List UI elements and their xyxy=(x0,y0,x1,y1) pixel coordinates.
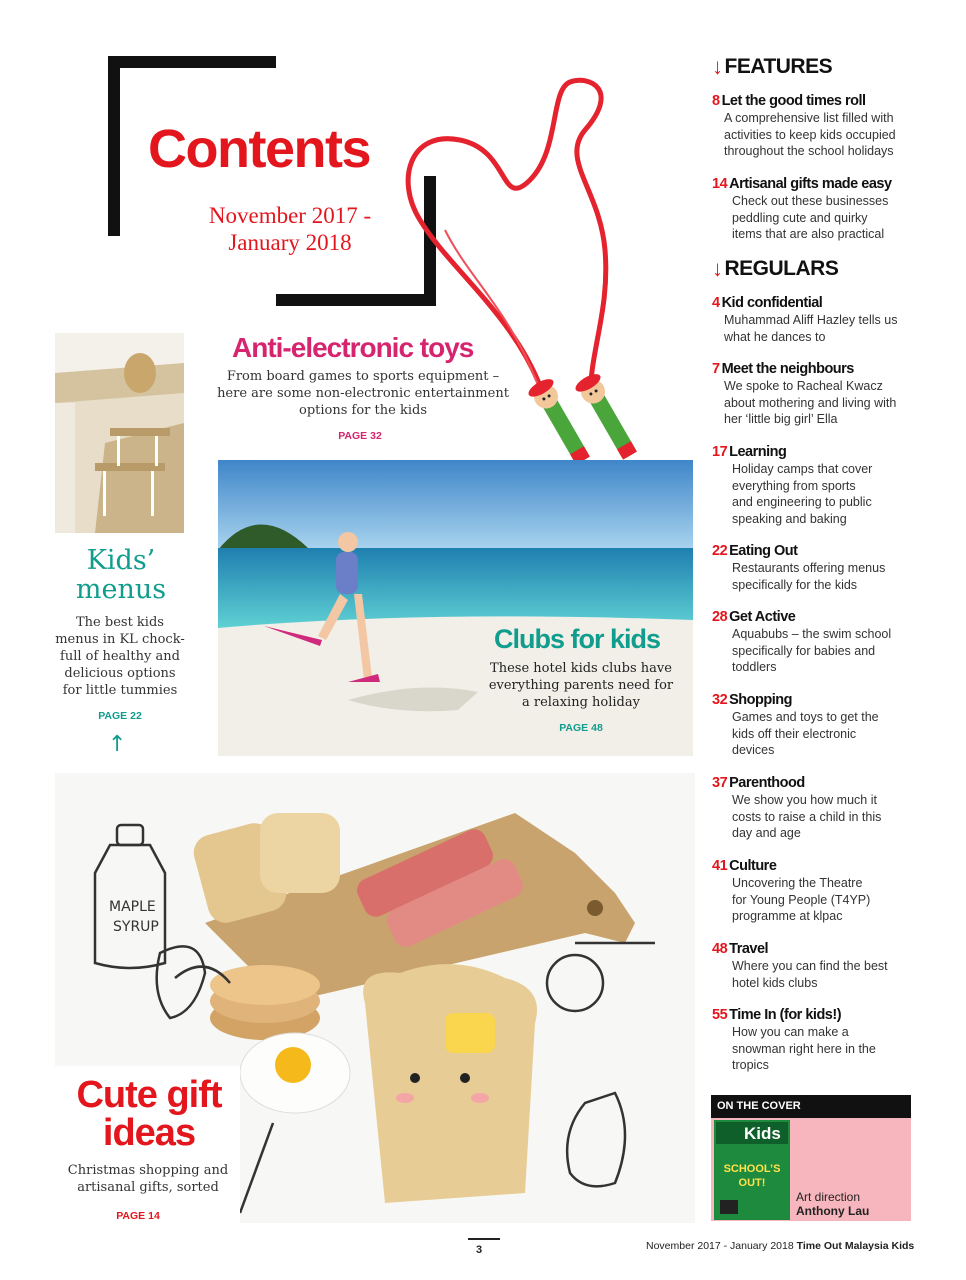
toc-desc-line: We show you how much it xyxy=(732,793,877,807)
title-line: ideas xyxy=(102,1112,196,1154)
toc-desc-line: about mothering and living with xyxy=(724,395,897,410)
toc-desc-line: everything from sports xyxy=(732,478,856,493)
toc-desc-line: hotel kids clubs xyxy=(732,975,818,990)
toc-desc-line: tropics xyxy=(732,1058,769,1072)
cover-headline-line2: OUT! xyxy=(738,1177,766,1189)
toc-page-number: 7 xyxy=(712,361,720,377)
toc-desc-line: activities to keep kids occupied xyxy=(724,127,896,142)
toc-title: Get Active xyxy=(729,609,796,625)
toc-desc-line: peddling cute and quirky xyxy=(732,210,868,225)
toc-page-number: 4 xyxy=(712,295,720,311)
toc-desc-line: toddlers xyxy=(732,660,777,674)
anti-electronic-page-link[interactable]: PAGE 32 xyxy=(338,430,382,442)
cover-headline-line1: SCHOOL’S xyxy=(723,1163,781,1175)
toc-desc-line: devices xyxy=(732,743,775,757)
footer-issue xyxy=(646,1240,914,1252)
desc-line: artisanal gifts, sorted xyxy=(77,1180,219,1195)
toc-desc-line: Muhammad Aliff Hazley tells us xyxy=(724,313,898,327)
toc-desc-line: what he dances to xyxy=(724,329,826,344)
desc-line: These hotel kids clubs have xyxy=(490,661,672,676)
arrow-up-icon: ↑ xyxy=(108,732,127,757)
toc-desc-line: and engineering to public xyxy=(732,495,872,509)
desc-line: options for the kids xyxy=(299,403,427,418)
toc-desc-line: Holiday camps that cover xyxy=(732,462,873,476)
desc-line: full of healthy and xyxy=(60,649,180,664)
arrow-down-icon: ↓ xyxy=(712,54,723,79)
page-title: Contents xyxy=(148,119,370,179)
desc-line: everything parents need for xyxy=(488,678,674,693)
footer-divider xyxy=(468,1238,500,1240)
toc-title: Let the good times roll xyxy=(721,93,866,109)
section-features xyxy=(712,54,832,80)
toc-desc-line: snowman right here in the xyxy=(732,1041,876,1056)
toc-page-number: 55 xyxy=(712,1007,728,1023)
toc-page-number: 28 xyxy=(712,609,728,625)
toc-desc-line: specifically for the kids xyxy=(732,577,858,592)
toc-desc-line: programme at klpac xyxy=(732,909,843,923)
toc-title: Eating Out xyxy=(729,543,798,559)
cute-gift-page-link[interactable]: PAGE 14 xyxy=(116,1210,160,1222)
toc-desc-line: Games and toys to get the xyxy=(732,710,879,724)
cute-gift-desc xyxy=(48,1162,248,1196)
date-line-2: January 2018 xyxy=(228,230,352,255)
toc-page-number: 37 xyxy=(712,775,728,791)
desc-line: menus in KL chock- xyxy=(55,632,185,647)
cute-gift-title xyxy=(56,1076,242,1152)
desc-line: From board games to sports equipment – xyxy=(226,369,500,384)
restaurant-photo xyxy=(55,333,184,533)
date-line-1: November 2017 - xyxy=(208,203,372,228)
anti-electronic-title: Anti-electronic toys xyxy=(232,332,474,363)
section-features-label: FEATURES xyxy=(724,55,833,78)
toc-title: Parenthood xyxy=(729,775,805,791)
toc-title: Kid confidential xyxy=(721,295,823,311)
desc-line: Christmas shopping and xyxy=(67,1163,229,1178)
toc-item[interactable] xyxy=(712,775,924,842)
desc-line: delicious options xyxy=(64,666,176,681)
anti-electronic-desc xyxy=(214,368,512,419)
toc-desc-line: speaking and baking xyxy=(732,511,847,526)
toc-title: Shopping xyxy=(729,692,792,708)
cover-magazine-title: Kids xyxy=(744,1124,781,1143)
footer-issue-date: November 2017 - January 2018 xyxy=(646,1240,794,1252)
toc-desc-line: her ‘little big girl’ Ella xyxy=(724,412,838,426)
clubs-title: Clubs for kids xyxy=(494,624,661,654)
toc-item[interactable] xyxy=(712,858,924,925)
toc-desc-line: Where you can find the best xyxy=(732,959,888,973)
toc-desc-line: day and age xyxy=(732,826,801,840)
toc-title: Learning xyxy=(729,444,787,460)
on-the-cover-label: ON THE COVER xyxy=(711,1095,911,1118)
beach-photo xyxy=(218,460,693,756)
toc-item[interactable] xyxy=(712,692,924,759)
toc-desc-line: Aquabubs – the swim school xyxy=(732,627,892,641)
toc-desc-line: How you can make a xyxy=(732,1025,849,1039)
toc-desc-line: We spoke to Racheal Kwacz xyxy=(724,379,883,393)
maple-label-line1: MAPLE xyxy=(109,899,156,915)
toc-desc-line: Uncovering the Theatre xyxy=(732,876,863,890)
footer-publication: Time Out Malaysia Kids xyxy=(796,1240,915,1252)
toc-item[interactable] xyxy=(712,444,924,527)
toc-item[interactable] xyxy=(712,1007,924,1074)
page-number: 3 xyxy=(476,1244,483,1256)
toc-page-number: 22 xyxy=(712,543,728,559)
desc-line: here are some non-electronic entertainment xyxy=(217,386,509,401)
toc-item[interactable] xyxy=(712,93,924,160)
desc-line: The best kids xyxy=(76,615,164,630)
credit-name: Anthony Lau xyxy=(796,1204,870,1218)
clubs-page-link[interactable]: PAGE 48 xyxy=(559,722,603,734)
toc-page-number: 8 xyxy=(712,93,720,109)
toc-desc-line: kids off their electronic xyxy=(732,726,857,741)
toc-item[interactable] xyxy=(712,941,924,991)
toc-title: Travel xyxy=(729,941,769,957)
clubs-desc xyxy=(486,660,676,711)
desc-line: a relaxing holiday xyxy=(522,695,640,710)
toc-page-number: 48 xyxy=(712,941,728,957)
toc-page-number: 14 xyxy=(712,176,728,192)
toc-desc-line: A comprehensive list filled with xyxy=(724,111,894,125)
title-line: Cute gift xyxy=(76,1074,222,1116)
kids-menus-title xyxy=(56,546,186,604)
toc-title: Artisanal gifts made easy xyxy=(729,176,892,192)
credit-role: Art direction xyxy=(796,1190,861,1204)
toc-desc-line: specifically for babies and xyxy=(732,643,876,658)
toc-desc-line: costs to raise a child in this xyxy=(732,809,882,824)
arrow-down-icon: ↓ xyxy=(712,256,723,281)
section-regulars xyxy=(712,256,838,282)
kids-menus-desc xyxy=(48,614,192,699)
cover-credit xyxy=(796,1190,869,1218)
toc-desc-line: throughout the school holidays xyxy=(724,144,894,158)
toc-title: Culture xyxy=(729,858,777,874)
cover-thumbnail[interactable] xyxy=(714,1120,790,1220)
toc-title: Meet the neighbours xyxy=(721,361,854,377)
maple-label-line2: SYRUP xyxy=(113,919,159,935)
toc-item[interactable] xyxy=(712,361,924,428)
bracket-top-left-vertical xyxy=(108,56,120,236)
toc-title: Time In (for kids!) xyxy=(729,1007,842,1023)
toc-item[interactable] xyxy=(712,543,924,593)
toc-desc-line: items that are also practical xyxy=(732,227,885,241)
title-line: menus xyxy=(75,574,167,605)
kids-menus-page-link[interactable]: PAGE 22 xyxy=(98,710,142,722)
toc-item[interactable] xyxy=(712,295,924,345)
toc-desc-line: Check out these businesses xyxy=(732,194,889,208)
issue-date-range xyxy=(150,202,430,256)
toc-desc-line: for Young People (T4YP) xyxy=(732,892,871,907)
toc-item[interactable] xyxy=(712,176,924,243)
jump-rope-image xyxy=(390,70,700,490)
toc-page-number: 17 xyxy=(712,444,728,460)
toc-page-number: 32 xyxy=(712,692,728,708)
desc-line: for little tummies xyxy=(62,683,178,698)
toc-page-number: 41 xyxy=(712,858,728,874)
toc-desc-line: Restaurants offering menus xyxy=(732,561,886,575)
bracket-top-left-horizontal xyxy=(108,56,276,68)
title-line: Kids’ xyxy=(86,545,156,576)
toc-item[interactable] xyxy=(712,609,924,676)
section-regulars-label: REGULARS xyxy=(724,257,839,280)
